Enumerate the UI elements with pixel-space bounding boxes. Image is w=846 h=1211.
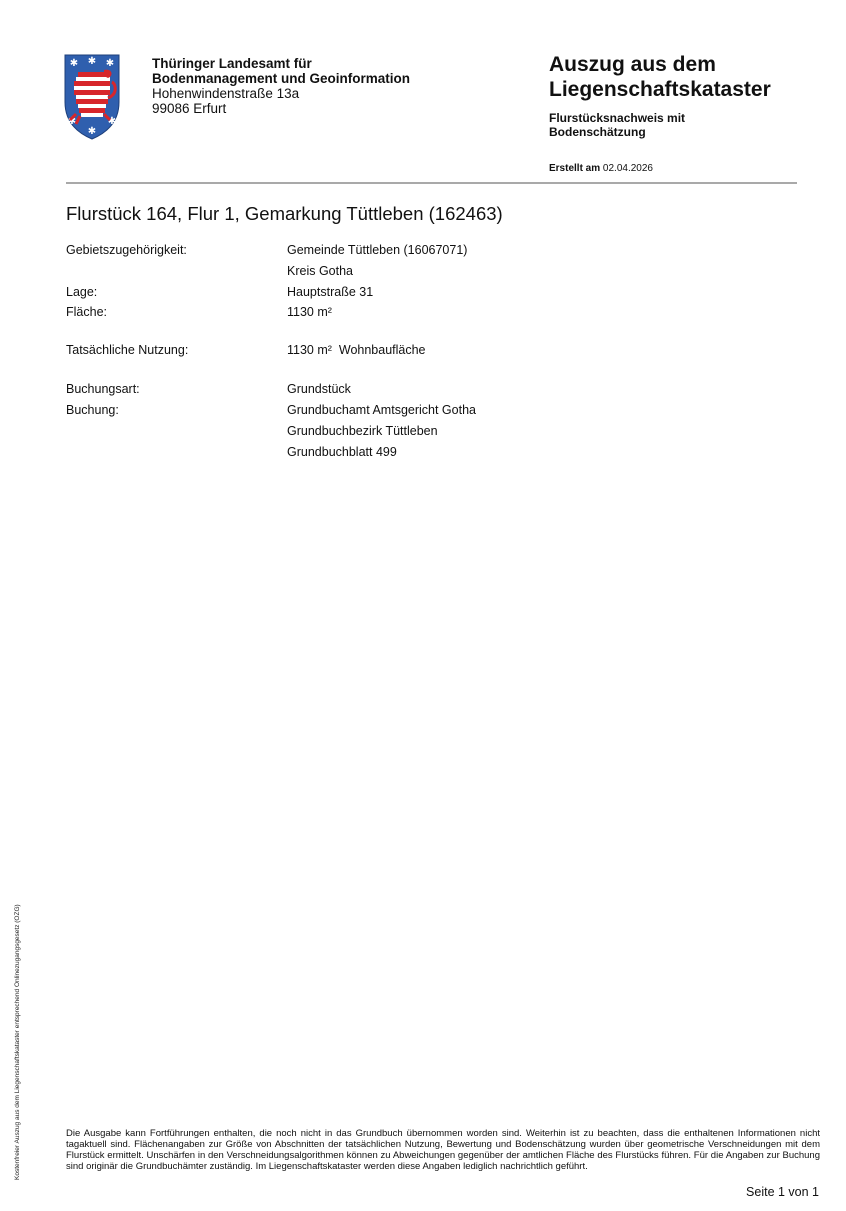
created-date — [549, 163, 653, 174]
buchung-value-line1: Grundbuchamt Amtsgericht Gotha — [287, 403, 476, 417]
svg-text:✱: ✱ — [107, 116, 117, 127]
document-subtitle-line1: Flurstücksnachweis mit — [549, 111, 686, 125]
nutzung-label: Tatsächliche Nutzung: — [66, 343, 189, 357]
flaeche-label: Fläche: — [66, 305, 107, 319]
lage-label: Lage: — [66, 285, 98, 299]
gebiet-label: Gebietszugehörigkeit: — [66, 243, 187, 257]
parcel-title: Flurstück 164, Flur 1, Gemarkung Tüttleben (162463) — [66, 203, 503, 224]
document-title — [549, 52, 771, 102]
side-note: Kostenfreier Auszug aus dem Liegenschaftskataster entsprechend Onlinezugangsgesetz (OZG) — [14, 904, 21, 1180]
flaeche-value: 1130 m² — [287, 305, 332, 319]
svg-text:✱: ✱ — [87, 56, 97, 67]
buchung-value-line3: Grundbuchblatt 499 — [287, 445, 397, 459]
issuer-block — [152, 56, 410, 116]
page-number: Seite 1 von 1 — [746, 1185, 819, 1199]
buchungsart-label: Buchungsart: — [66, 382, 140, 396]
coat-of-arms-icon — [64, 54, 120, 140]
created-label: Erstellt am — [549, 163, 601, 174]
header-divider — [66, 182, 797, 184]
buchung-value-line2: Grundbuchbezirk Tüttleben — [287, 424, 438, 438]
gebiet-value-line1: Gemeinde Tüttleben (16067071) — [287, 243, 468, 257]
document-subtitle-line2: Bodenschätzung — [549, 125, 646, 139]
disclaimer-text: Die Ausgabe kann Fortführungen enthalten, die noch nicht in das Grundbuch übernommen worden sind. Weiterhin ist zu beachten, dass die enthaltenen Informationen nicht tagaktuell sind. Flächenangaben zur Größe von Abschnitten der tatsächlichen Nutzung, Bewertung und Bodenschätzung wurden über geometrische Verschneidungen mit dem Flurstück ermittelt. Unschärfen in den Verschneidungsalgorithmen können zu Abweichungen gegenüber der amtlichen Fläche des Flurstücks führen. Für die Angaben zur Buchung sind originär die Grundbuchämter zuständig. Im Liegenschaftskataster werden diese Angaben lediglich nachrichtlich geführt. — [66, 1128, 820, 1172]
gebiet-value-line2: Kreis Gotha — [287, 264, 354, 278]
svg-text:✱: ✱ — [67, 116, 77, 127]
issuer-street: Hohenwindenstraße 13a — [152, 86, 300, 101]
created-value: 02.04.2026 — [602, 163, 653, 174]
svg-text:✱: ✱ — [87, 126, 97, 137]
document-subtitle — [549, 111, 685, 139]
document-title-line1: Auszug aus dem — [549, 53, 716, 76]
buchung-label: Buchung: — [66, 403, 119, 417]
nutzung-value: 1130 m² Wohnbaufläche — [287, 343, 426, 357]
issuer-city: 99086 Erfurt — [152, 101, 227, 116]
issuer-name-line1: Thüringer Landesamt für — [152, 56, 312, 71]
svg-text:✱: ✱ — [105, 58, 115, 69]
document-title-line2: Liegenschaftskataster — [549, 78, 771, 101]
lage-value: Hauptstraße 31 — [287, 285, 374, 299]
buchungsart-value: Grundstück — [287, 382, 351, 396]
svg-text:✱: ✱ — [69, 58, 79, 69]
issuer-name-line2: Bodenmanagement und Geoinformation — [152, 71, 411, 86]
